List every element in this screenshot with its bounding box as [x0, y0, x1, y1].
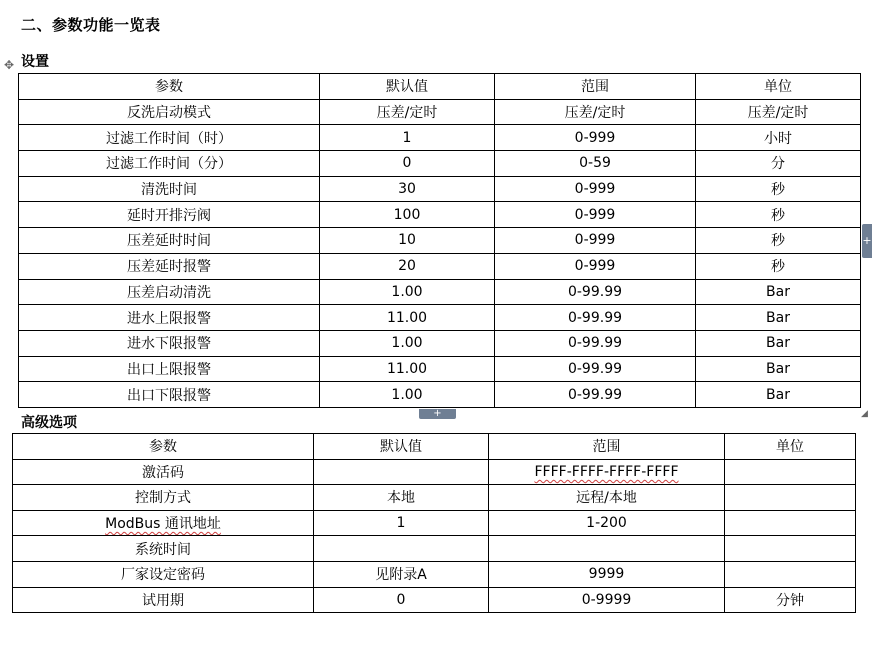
settings-cell-default: 100: [320, 202, 495, 228]
advanced-cell-range: 远程/本地: [489, 485, 725, 511]
table-row: [13, 459, 856, 485]
settings-cell-range: 0-99.99: [495, 356, 696, 382]
settings-cell-range: 0-999: [495, 125, 696, 151]
advanced-cell-unit: [725, 536, 856, 562]
document-title: 二、参数功能一览表: [21, 16, 161, 34]
settings-cell-param: 出口下限报警: [19, 382, 320, 408]
settings-cell-unit: Bar: [696, 330, 861, 356]
settings-cell-default: 1.00: [320, 330, 495, 356]
table-row: [19, 202, 861, 228]
table-row: [13, 485, 856, 511]
advanced-cell-unit: 分钟: [725, 587, 856, 613]
table-row: [19, 151, 861, 177]
settings-cell-param: 压差启动清洗: [19, 279, 320, 305]
settings-cell-default: 1.00: [320, 382, 495, 408]
settings-cell-unit: Bar: [696, 305, 861, 331]
advanced-header-range: 范围: [489, 434, 725, 460]
advanced-cell-unit: [725, 561, 856, 587]
settings-cell-range: 0-999: [495, 176, 696, 202]
settings-cell-default: 压差/定时: [320, 99, 495, 125]
advanced-header-unit: 单位: [725, 434, 856, 460]
advanced-header-param: 参数: [13, 434, 314, 460]
table-row: [19, 253, 861, 279]
settings-cell-param: 延时开排污阀: [19, 202, 320, 228]
settings-cell-unit: Bar: [696, 356, 861, 382]
advanced-cell-unit: [725, 510, 856, 536]
advanced-header-row: [13, 434, 856, 460]
advanced-cell-param: 厂家设定密码: [13, 561, 314, 587]
settings-header-unit: 单位: [696, 74, 861, 100]
add-column-tab[interactable]: +: [862, 224, 872, 258]
advanced-cell-range: [489, 536, 725, 562]
settings-cell-param: 清洗时间: [19, 176, 320, 202]
advanced-cell-range: [489, 459, 725, 485]
settings-cell-unit: 小时: [696, 125, 861, 151]
settings-cell-range: 0-99.99: [495, 305, 696, 331]
settings-cell-param: 反洗启动模式: [19, 99, 320, 125]
table-resize-handle-icon[interactable]: ◢: [861, 409, 868, 419]
advanced-cell-param: 控制方式: [13, 485, 314, 511]
settings-cell-unit: Bar: [696, 279, 861, 305]
settings-cell-default: 30: [320, 176, 495, 202]
settings-cell-param: 出口上限报警: [19, 356, 320, 382]
table-row: [13, 536, 856, 562]
advanced-cell-param: 试用期: [13, 587, 314, 613]
advanced-cell-unit: [725, 485, 856, 511]
advanced-cell-default: [314, 536, 489, 562]
table-row: [13, 510, 856, 536]
table-row: [13, 587, 856, 613]
add-row-tab[interactable]: +: [419, 409, 456, 419]
settings-cell-unit: 压差/定时: [696, 99, 861, 125]
advanced-cell-param: [13, 510, 314, 536]
advanced-cell-default: 见附录A: [314, 561, 489, 587]
advanced-cell-param: 激活码: [13, 459, 314, 485]
settings-cell-param: 过滤工作时间（分）: [19, 151, 320, 177]
settings-cell-param: 进水下限报警: [19, 330, 320, 356]
advanced-cell-range: 0-9999: [489, 587, 725, 613]
advanced-cell-range: 9999: [489, 561, 725, 587]
settings-cell-range: 0-999: [495, 202, 696, 228]
table-row: [19, 330, 861, 356]
settings-cell-param: 压差延时报警: [19, 253, 320, 279]
advanced-cell-default: 0: [314, 587, 489, 613]
settings-cell-default: 20: [320, 253, 495, 279]
advanced-section-label: 高级选项: [21, 415, 77, 431]
settings-header-param: 参数: [19, 74, 320, 100]
table-row: [19, 125, 861, 151]
table-row: [13, 561, 856, 587]
table-row: [19, 228, 861, 254]
settings-cell-default: 1: [320, 125, 495, 151]
advanced-cell-default: 1: [314, 510, 489, 536]
settings-cell-unit: 秒: [696, 253, 861, 279]
table-row: [19, 305, 861, 331]
advanced-cell-param: 系统时间: [13, 536, 314, 562]
table-row: [19, 356, 861, 382]
advanced-cell-range: 1-200: [489, 510, 725, 536]
table-move-handle-icon[interactable]: ✥: [4, 58, 15, 72]
advanced-cell-text: ModBus 通讯地址: [105, 516, 221, 533]
settings-header-row: [19, 74, 861, 100]
advanced-cell-text: FFFF-FFFF-FFFF-FFFF: [534, 463, 679, 480]
settings-cell-param: 进水上限报警: [19, 305, 320, 331]
settings-table: [18, 73, 861, 408]
settings-cell-default: 10: [320, 228, 495, 254]
settings-cell-range: 0-999: [495, 228, 696, 254]
settings-cell-default: 11.00: [320, 305, 495, 331]
advanced-cell-default: [314, 459, 489, 485]
settings-cell-default: 1.00: [320, 279, 495, 305]
advanced-table: [12, 433, 856, 613]
settings-cell-default: 11.00: [320, 356, 495, 382]
advanced-header-default: 默认值: [314, 434, 489, 460]
settings-cell-unit: 秒: [696, 176, 861, 202]
advanced-cell-default: 本地: [314, 485, 489, 511]
settings-cell-unit: 分: [696, 151, 861, 177]
settings-header-default: 默认值: [320, 74, 495, 100]
settings-header-range: 范围: [495, 74, 696, 100]
settings-cell-range: 0-999: [495, 253, 696, 279]
table-row: [19, 279, 861, 305]
settings-cell-default: 0: [320, 151, 495, 177]
settings-cell-unit: 秒: [696, 202, 861, 228]
settings-cell-param: 压差延时时间: [19, 228, 320, 254]
table-row: [19, 99, 861, 125]
settings-cell-range: 0-99.99: [495, 330, 696, 356]
table-row: [19, 382, 861, 408]
settings-cell-unit: Bar: [696, 382, 861, 408]
settings-cell-range: 压差/定时: [495, 99, 696, 125]
table-row: [19, 176, 861, 202]
settings-cell-unit: 秒: [696, 228, 861, 254]
advanced-cell-unit: [725, 459, 856, 485]
settings-cell-range: 0-99.99: [495, 279, 696, 305]
settings-section-label: 设置: [21, 54, 49, 70]
settings-cell-param: 过滤工作时间（时）: [19, 125, 320, 151]
settings-cell-range: 0-59: [495, 151, 696, 177]
settings-cell-range: 0-99.99: [495, 382, 696, 408]
